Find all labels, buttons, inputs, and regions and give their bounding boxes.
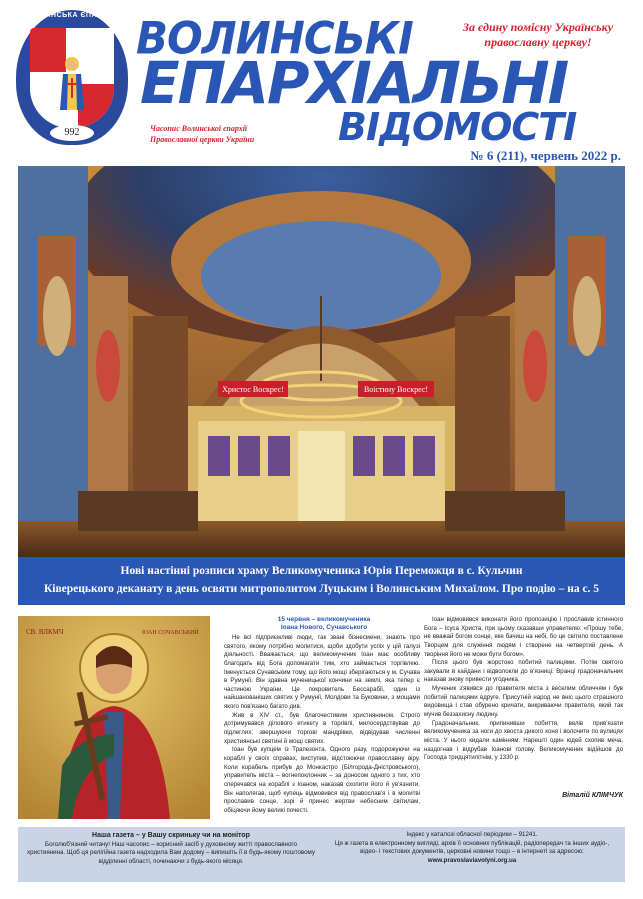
photo-caption bbox=[18, 557, 625, 605]
footer-left-heading: Наша газета – у Вашу скриньку чи на монітор bbox=[92, 832, 250, 839]
footer-right-text: Ця ж газета в електронному вигляді, архів її основних публікацій, радіопередач та інших аудіо-, відео- і текстових документів, церковні новини тощо – в інтернеті за адресою: bbox=[334, 839, 610, 856]
subtitle-line-2: Православної церкви України bbox=[150, 134, 255, 144]
caption-line-2: Ківерецького деканату в день освяти митрополитом Луцьким і Волинським Михаїлом. Про подію – на с. 5 bbox=[43, 583, 600, 595]
caption-line-1: Нові настінні розписи храму Великомученика Юрія Переможця в с. Кульчин bbox=[120, 565, 523, 577]
article-heading-line-2: Іоана Нового, Сучавського bbox=[280, 624, 368, 632]
title-line-3: ВІДОМОСТІ bbox=[338, 105, 577, 149]
article-paragraph: Іоан був купцем із Трапезонта. Одного разу, подорожуючи на кораблі у своїх справах, виступив, відстоюючи православну віру. Коли корабель прибув до Монкастро (Білгорода-Дністровського), управитель міста – вогнепоклонник – за доносом одного з тих, хто сперечався на кораблі з Іоаном, наказав схопити його й ув'язнити. Він наполягав, щоб купець відмовився від православ'я і в молитві прославив сонце, зорі й принес жертви небесним світилам, обіцяючи йому великі почесті. bbox=[224, 746, 420, 814]
article-paragraph: Не всі підприємливі люди, так звані бізнесмени, знають про святого, якому потрібно молитися, щоби здобути успіх у цій галузі діяльності. Вважається, що великомученик Іоан має особливу благодать від Бога допомагати тим, хто займається торгівлею. Іменується Сучавським тому, що його мощі зберігаються у м. Сучава в Румунії. Він здавна мученицької кончини на землі, яка тепер є частиною України. Це покровитель Бессарабії, один із найшанованіших святих у Румунії, Молдови та Буковини, з мощами якого пов'язано багато див. bbox=[224, 634, 420, 711]
article-heading-line-1: 15 червня – великомученика bbox=[277, 616, 371, 623]
article-paragraph: Іоан відмовився виконати його пропозицію і прославив істинного Бога – Ісуса Христа, при цьому сказавши управителю: «Прошу тебе, не вважай богом сонце, яке бачиш на небі, бо це світило поставлене Творцем для служіння людям і створене на четвертий день. А творіння його не може бути богом». bbox=[424, 616, 623, 658]
article-author: Віталій КЛІМЧУК bbox=[562, 792, 623, 799]
article-heading bbox=[224, 616, 424, 633]
motto-line-1: За єдину помісну Українську bbox=[462, 20, 614, 34]
article-column-1 bbox=[224, 634, 420, 815]
saint-icon-image bbox=[18, 616, 210, 819]
motto-line-2: православну церкву! bbox=[484, 35, 592, 49]
icon-inscription-right: ІОАН СОЧАВСЬКИЙ bbox=[142, 630, 199, 636]
eparchy-emblem bbox=[16, 10, 128, 145]
article-paragraph: Мученик з'явився до правителя міста з веселим обличчям і був побитий палицями вдруге. Присутній народ не вніс цього страшного видовища і став обурено кричати, викриваючи правителя, який так мучив беззахисну людину. bbox=[424, 685, 623, 719]
issue-number: № 6 (211), червень 2022 р. bbox=[470, 148, 621, 163]
website-link[interactable]: www.pravoslaviavolyni.org.ua bbox=[427, 857, 517, 865]
title-line-2: ЕПАРХІАЛЬНІ bbox=[140, 49, 568, 117]
article-paragraph: Після цього був жорстоко побитий палицями. Потім святого закували в кайдани і відволокли до в'язниці. Вранці градоначальник наказав знову привести угодника. bbox=[424, 659, 623, 684]
icon-inscription-left: СВ. ВЛКМЧ bbox=[26, 628, 64, 636]
footer-index: Індекс у каталозі обласної періодики – 91241. bbox=[406, 831, 538, 838]
footer-left bbox=[26, 831, 316, 867]
church-interior-photo bbox=[18, 166, 625, 557]
motto bbox=[453, 20, 623, 50]
banner-right-text: Воістину Воскрес! bbox=[363, 385, 429, 394]
banner-left-text: Христос Воскрес! bbox=[222, 385, 284, 394]
title-line-1: ВОЛИНСЬКІ bbox=[136, 12, 413, 65]
publication-subtitle bbox=[150, 124, 254, 146]
article-paragraph: Жив в XIV ст., був благочестивим християнином. Строго дотримувався ділового етикету в торгівлі, милосердствував до підлеглих; звершуючи торгові мандрівки, відвідував численні християнські святині й мощі святих. bbox=[224, 711, 420, 745]
masthead bbox=[0, 0, 643, 168]
emblem-top-text: ВОЛИНСЬКА ЄПАРХІЯ bbox=[28, 12, 116, 19]
footer-left-text: Боголюб'язний читачу! Наш часопис – корисний засіб у духовному житті православного християнина. Щоб ця релігійна газета надходила Вам додому – випишіть її в будь-якому поштовому відділенні області, починаючи з будь-якого місяця. bbox=[27, 840, 315, 866]
emblem-year: 992 bbox=[50, 125, 94, 141]
subtitle-line-1: Часопис Волинської єпархії bbox=[150, 124, 248, 133]
article-column-2 bbox=[424, 616, 623, 763]
saint-figure-icon bbox=[57, 56, 87, 112]
article-paragraph: Градоначальник, припинивши побиття, велів прив'язати великомученика за ноги до хвоста дикого коня і волочити по вулицях міста. У нього кидали камінням. Нарешті один юдей схопив меча, наздогнав і відрубав Іоанові голову. Великомученик відійшов до Господа тридцятилітнім, у 1330 р. bbox=[424, 719, 623, 762]
footer-right bbox=[326, 831, 618, 866]
subscription-footer bbox=[18, 827, 625, 882]
